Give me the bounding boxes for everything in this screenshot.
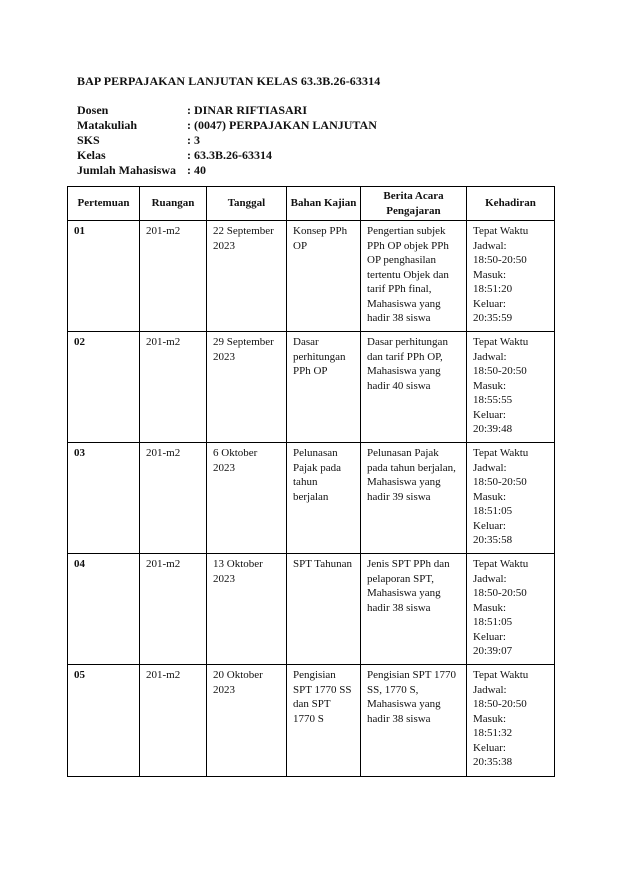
cell-tanggal: 22 September 2023 [207, 221, 287, 332]
header-ruangan: Ruangan [140, 187, 207, 221]
cell-pertemuan: 02 [68, 332, 140, 443]
cell-ruangan: 201-m2 [140, 554, 207, 665]
cell-berita-acara: Jenis SPT PPh dan pelaporan SPT, Mahasiswa yang hadir 38 siswa [361, 554, 467, 665]
cell-bahan-kajian: Dasar perhitungan PPh OP [287, 332, 361, 443]
cell-bahan-kajian: Pengisian SPT 1770 SS dan SPT 1770 S [287, 665, 361, 777]
kehadiran-jadwal-label: Jadwal: [473, 461, 507, 474]
kehadiran-masuk-label: Masuk: [473, 490, 506, 503]
table-row [68, 665, 555, 777]
kehadiran-masuk-label: Masuk: [473, 601, 506, 614]
table-header-row [68, 187, 555, 221]
info-label: SKS [77, 133, 100, 147]
table-row [68, 443, 555, 554]
info-label: Dosen [77, 103, 109, 117]
kehadiran-status: Tepat Waktu [473, 558, 529, 570]
kehadiran-masuk: 18:51:05 [473, 505, 513, 517]
cell-tanggal: 29 September 2023 [207, 332, 287, 443]
kehadiran-jadwal: 18:50-20:50 [473, 587, 527, 599]
kehadiran-status: Tepat Waktu [473, 225, 529, 237]
cell-kehadiran [467, 443, 555, 554]
kehadiran-keluar: 20:35:59 [473, 312, 513, 324]
header-bahan-kajian: Bahan Kajian [287, 187, 361, 221]
cell-kehadiran [467, 665, 555, 777]
kehadiran-masuk: 18:51:20 [473, 283, 513, 295]
cell-pertemuan: 04 [68, 554, 140, 665]
cell-tanggal: 13 Oktober 2023 [207, 554, 287, 665]
course-info [77, 103, 377, 178]
cell-bahan-kajian: Pelunasan Pajak pada tahun berjalan [287, 443, 361, 554]
info-row-sks [77, 133, 377, 148]
kehadiran-jadwal-label: Jadwal: [473, 572, 507, 585]
info-value: : 3 [187, 133, 200, 147]
kehadiran-keluar-label: Keluar: [473, 519, 506, 532]
cell-ruangan: 201-m2 [140, 221, 207, 332]
cell-tanggal: 20 Oktober 2023 [207, 665, 287, 777]
header-pertemuan: Pertemuan [68, 187, 140, 221]
table-row [68, 221, 555, 332]
header-tanggal: Tanggal [207, 187, 287, 221]
kehadiran-keluar: 20:39:48 [473, 423, 513, 435]
cell-berita-acara: Pengertian subjek PPh OP objek PPh OP penghasilan tertentu Objek dan tarif PPh final, Mahasiswa yang hadir 38 siswa [361, 221, 467, 332]
cell-pertemuan: 01 [68, 221, 140, 332]
cell-berita-acara: Pelunasan Pajak pada tahun berjalan, Mahasiswa yang hadir 39 siswa [361, 443, 467, 554]
kehadiran-masuk-label: Masuk: [473, 712, 506, 725]
cell-bahan-kajian: SPT Tahunan [287, 554, 361, 665]
kehadiran-masuk-label: Masuk: [473, 379, 506, 392]
kehadiran-keluar-label: Keluar: [473, 630, 506, 643]
info-row-dosen [77, 103, 377, 118]
cell-berita-acara: Dasar perhitungan dan tarif PPh OP, Mahasiswa yang hadir 40 siswa [361, 332, 467, 443]
kehadiran-masuk-label: Masuk: [473, 268, 506, 281]
kehadiran-masuk: 18:51:05 [473, 616, 513, 628]
table-row [68, 554, 555, 665]
cell-kehadiran [467, 332, 555, 443]
kehadiran-masuk: 18:51:32 [473, 727, 513, 739]
cell-ruangan: 201-m2 [140, 665, 207, 777]
info-label: Kelas [77, 148, 106, 162]
header-kehadiran: Kehadiran [467, 187, 555, 221]
cell-pertemuan: 03 [68, 443, 140, 554]
kehadiran-jadwal-label: Jadwal: [473, 239, 507, 252]
kehadiran-keluar: 20:35:38 [473, 756, 513, 768]
info-value: : 63.3B.26-63314 [187, 148, 272, 162]
cell-pertemuan: 05 [68, 665, 140, 777]
kehadiran-keluar: 20:39:07 [473, 645, 513, 657]
info-value: : DINAR RIFTIASARI [187, 103, 308, 117]
kehadiran-status: Tepat Waktu [473, 447, 529, 459]
kehadiran-keluar: 20:35:58 [473, 534, 513, 546]
cell-kehadiran [467, 221, 555, 332]
cell-bahan-kajian: Konsep PPh OP [287, 221, 361, 332]
kehadiran-masuk: 18:55:55 [473, 394, 513, 406]
kehadiran-status: Tepat Waktu [473, 669, 529, 681]
info-row-jumlah-mahasiswa [77, 163, 377, 178]
info-value: : (0047) PERPAJAKAN LANJUTAN [187, 118, 377, 132]
table-row [68, 332, 555, 443]
attendance-table [67, 186, 555, 777]
info-label: Matakuliah [77, 118, 138, 132]
info-value: : 40 [187, 163, 206, 177]
kehadiran-keluar-label: Keluar: [473, 408, 506, 421]
cell-tanggal: 6 Oktober 2023 [207, 443, 287, 554]
info-row-kelas [77, 148, 377, 163]
kehadiran-jadwal-label: Jadwal: [473, 683, 507, 696]
info-row-matakuliah [77, 118, 377, 133]
cell-ruangan: 201-m2 [140, 443, 207, 554]
kehadiran-jadwal: 18:50-20:50 [473, 365, 527, 377]
kehadiran-jadwal: 18:50-20:50 [473, 698, 527, 710]
info-label: Jumlah Mahasiswa [77, 163, 177, 177]
header-berita-acara: Berita Acara Pengajaran [361, 187, 467, 221]
document-title: BAP PERPAJAKAN LANJUTAN KELAS 63.3B.26-63314 [77, 74, 381, 88]
kehadiran-status: Tepat Waktu [473, 336, 529, 348]
kehadiran-jadwal: 18:50-20:50 [473, 254, 527, 266]
cell-berita-acara: Pengisian SPT 1770 SS, 1770 S, Mahasiswa yang hadir 38 siswa [361, 665, 467, 777]
kehadiran-keluar-label: Keluar: [473, 741, 506, 754]
cell-ruangan: 201-m2 [140, 332, 207, 443]
kehadiran-jadwal: 18:50-20:50 [473, 476, 527, 488]
kehadiran-keluar-label: Keluar: [473, 297, 506, 310]
kehadiran-jadwal-label: Jadwal: [473, 350, 507, 363]
cell-kehadiran [467, 554, 555, 665]
